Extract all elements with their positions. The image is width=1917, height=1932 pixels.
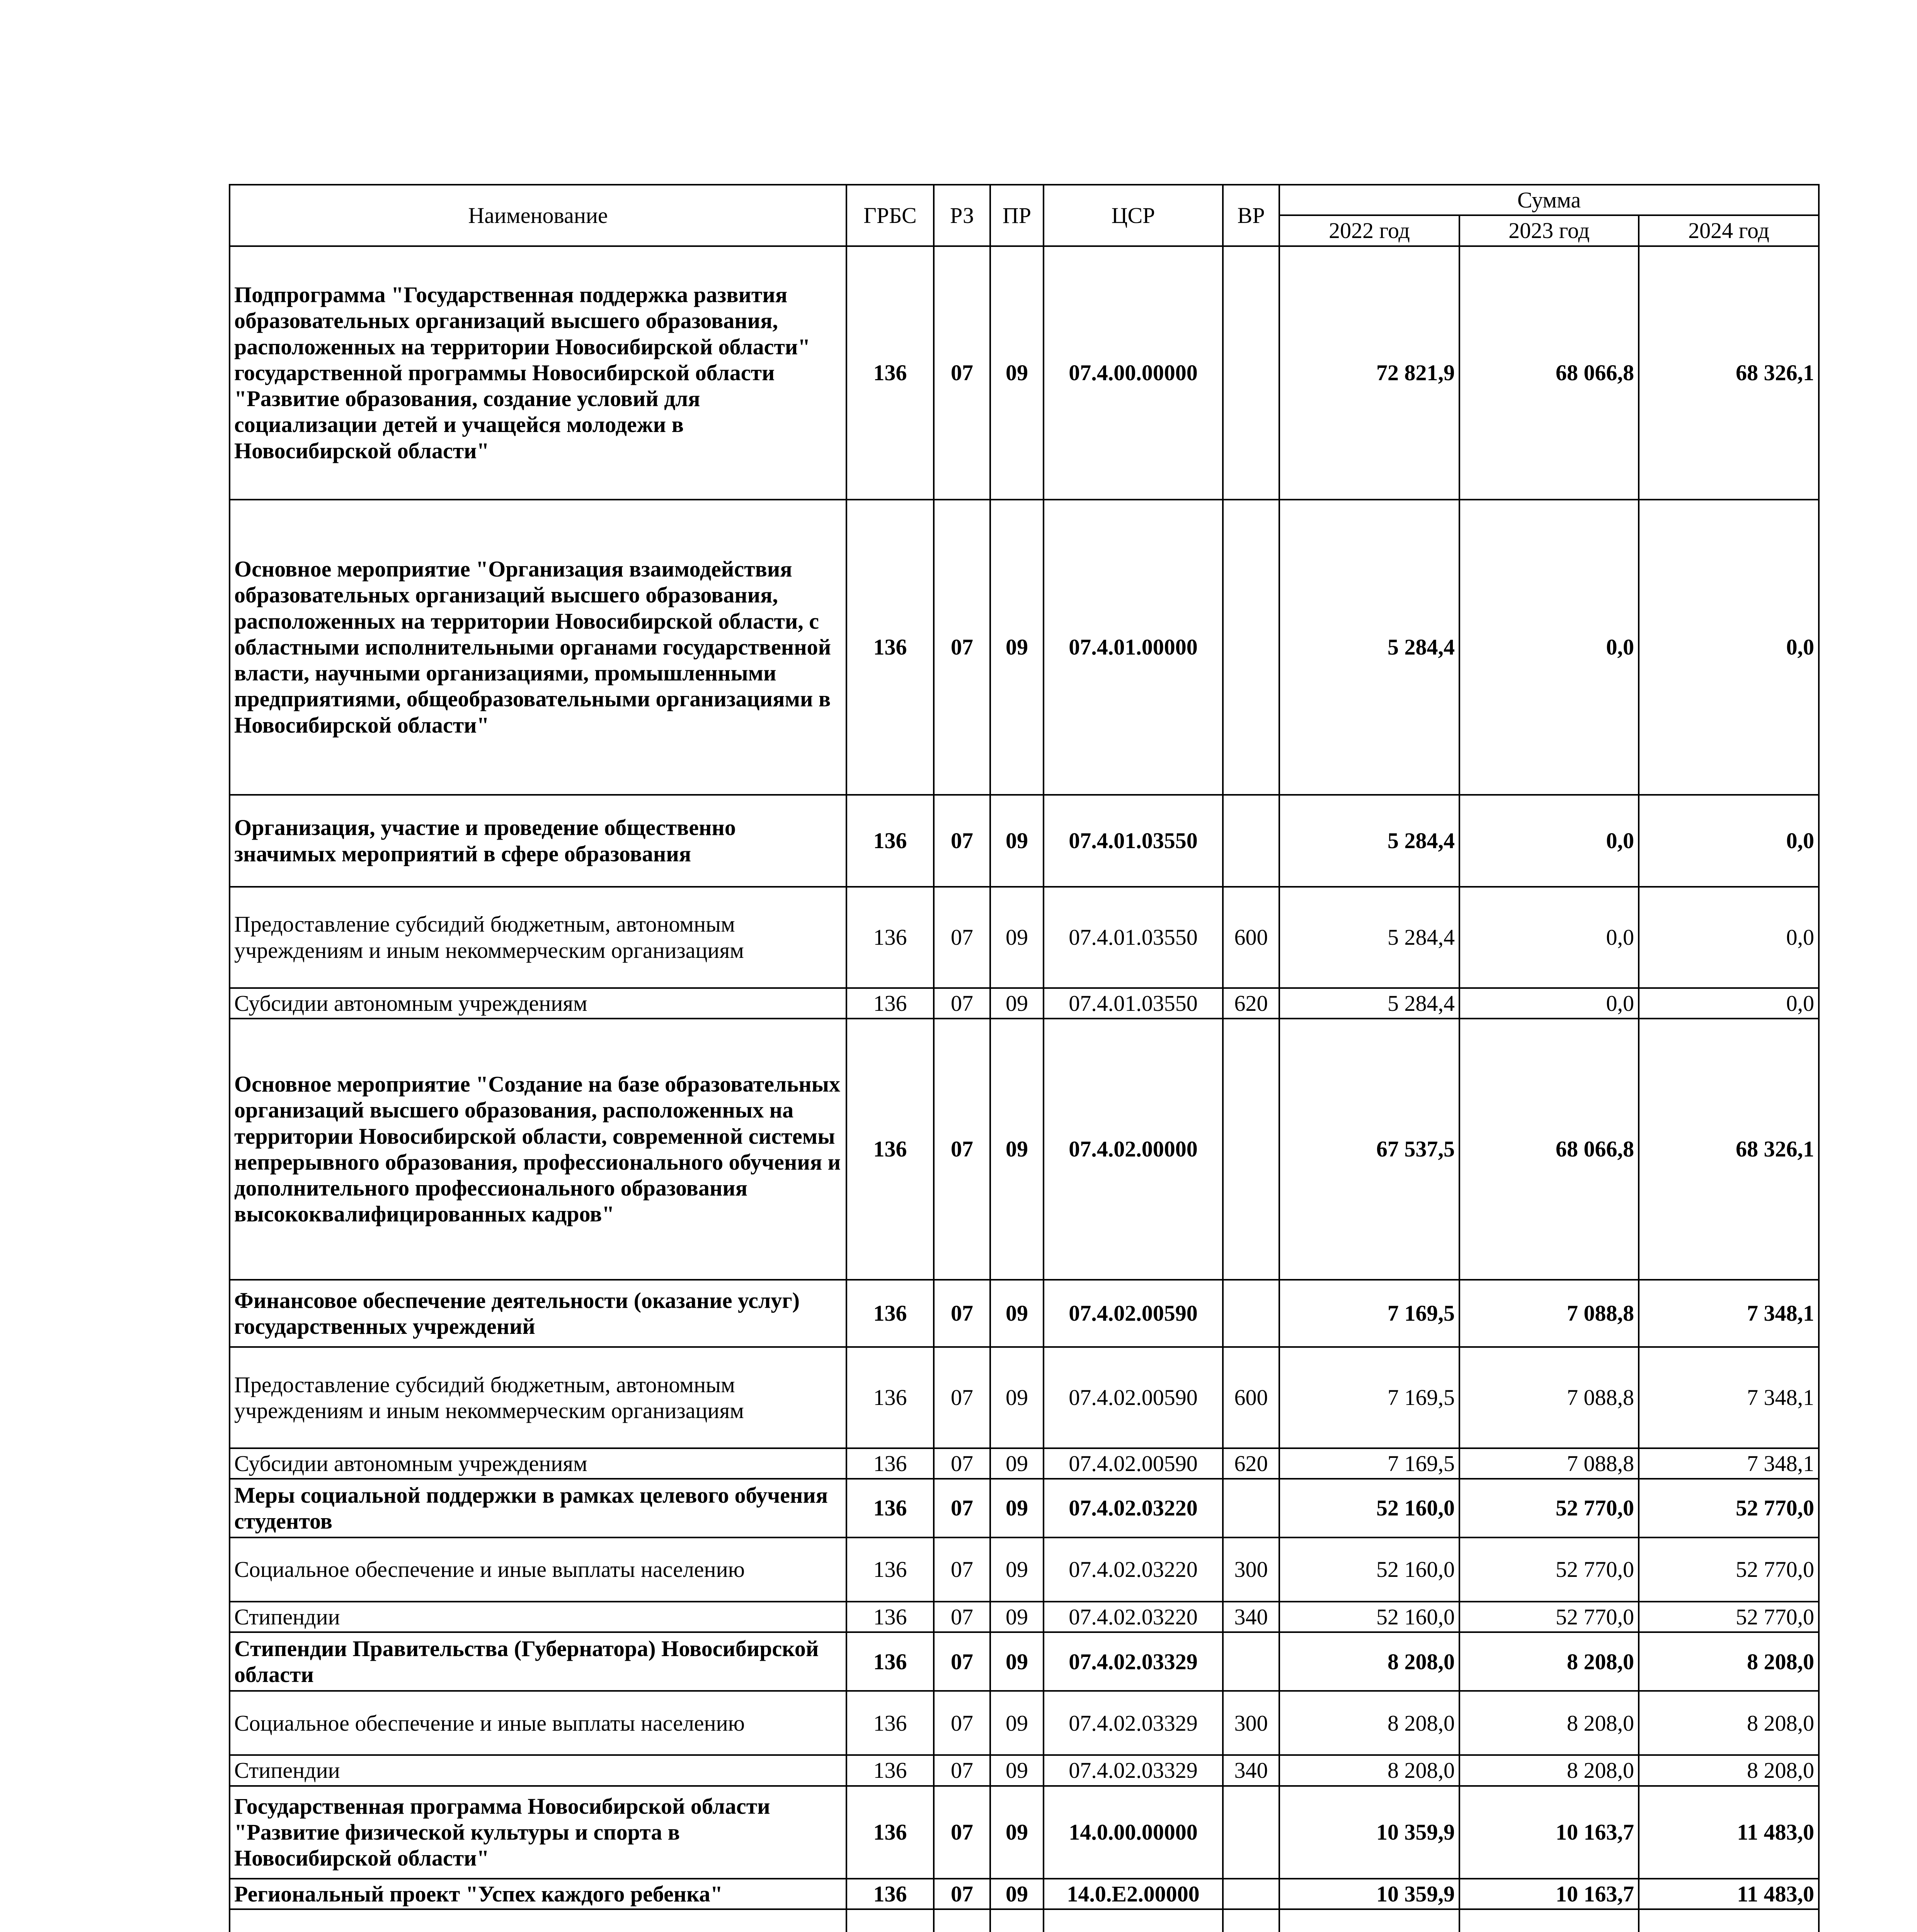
row-grbs: 136 <box>846 1019 934 1280</box>
row-rz: 07 <box>934 246 990 500</box>
row-pr: 09 <box>990 1691 1044 1755</box>
row-csr: 07.4.00.00000 <box>1044 246 1223 500</box>
row-name: Стипендии <box>230 1755 846 1786</box>
row-rz: 07 <box>934 1786 990 1879</box>
row-amount-2023: 8 208,0 <box>1459 1755 1639 1786</box>
row-grbs: 136 <box>846 246 934 500</box>
row-vr <box>1223 1019 1279 1280</box>
row-amount-2022: 8 208,0 <box>1279 1691 1459 1755</box>
row-grbs: 136 <box>846 1691 934 1755</box>
row-rz <box>934 1909 990 1932</box>
row-grbs: 136 <box>846 1879 934 1909</box>
row-amount-2022 <box>1279 1909 1459 1932</box>
row-name: Государственная программа Новосибирской области "Развитие физической культуры и спорта в Новосибирской области" <box>230 1786 846 1879</box>
table-row <box>230 1537 1819 1602</box>
row-pr: 09 <box>990 1632 1044 1691</box>
row-name: Субсидии автономным учреждениям <box>230 988 846 1019</box>
row-csr: 07.4.01.03550 <box>1044 988 1223 1019</box>
row-amount-2024: 7 348,1 <box>1639 1280 1819 1347</box>
row-amount-2023: 10 163,7 <box>1459 1786 1639 1879</box>
row-name: Основное мероприятие "Организация взаимодействия образовательных организаций высшего образования, расположенных на территории Новосибирской области, с областными исполнительными органами государственной власти, научными организациями, промышленными предприятиями, общеобразовательными организациями в Новосибирской области" <box>230 500 846 795</box>
header-pr: ПР <box>990 185 1044 246</box>
row-vr <box>1223 1786 1279 1879</box>
row-csr: 07.4.02.03329 <box>1044 1755 1223 1786</box>
row-amount-2024: 8 208,0 <box>1639 1755 1819 1786</box>
table-row <box>230 1280 1819 1347</box>
row-rz: 07 <box>934 1602 990 1632</box>
row-pr: 09 <box>990 500 1044 795</box>
row-name <box>230 1909 846 1932</box>
row-amount-2024: 11 483,0 <box>1639 1786 1819 1879</box>
row-grbs: 136 <box>846 1632 934 1691</box>
row-amount-2023: 0,0 <box>1459 988 1639 1019</box>
table-row <box>230 1786 1819 1879</box>
row-vr <box>1223 795 1279 887</box>
row-pr: 09 <box>990 887 1044 988</box>
row-grbs: 136 <box>846 988 934 1019</box>
row-vr: 620 <box>1223 1448 1279 1479</box>
row-amount-2024: 52 770,0 <box>1639 1537 1819 1602</box>
row-rz: 07 <box>934 887 990 988</box>
row-vr: 340 <box>1223 1755 1279 1786</box>
row-grbs: 136 <box>846 1347 934 1448</box>
header-rz: РЗ <box>934 185 990 246</box>
row-name: Финансовое обеспечение деятельности (оказание услуг) государственных учреждений <box>230 1280 846 1347</box>
table-row <box>230 887 1819 988</box>
row-grbs: 136 <box>846 500 934 795</box>
table-row <box>230 1479 1819 1537</box>
row-amount-2024: 68 326,1 <box>1639 246 1819 500</box>
row-vr <box>1223 1879 1279 1909</box>
row-grbs: 136 <box>846 1280 934 1347</box>
table-row <box>230 500 1819 795</box>
row-amount-2024: 8 208,0 <box>1639 1691 1819 1755</box>
row-csr: 14.0.00.00000 <box>1044 1786 1223 1879</box>
row-amount-2024: 7 348,1 <box>1639 1347 1819 1448</box>
row-pr: 09 <box>990 1347 1044 1448</box>
table-body <box>230 246 1819 1932</box>
row-amount-2024: 52 770,0 <box>1639 1479 1819 1537</box>
row-amount-2023: 0,0 <box>1459 795 1639 887</box>
row-grbs: 136 <box>846 1786 934 1879</box>
row-amount-2023: 0,0 <box>1459 500 1639 795</box>
row-amount-2024: 0,0 <box>1639 988 1819 1019</box>
row-name: Меры социальной поддержки в рамках целевого обучения студентов <box>230 1479 846 1537</box>
table-row <box>230 1347 1819 1448</box>
row-amount-2022: 8 208,0 <box>1279 1632 1459 1691</box>
row-rz: 07 <box>934 1755 990 1786</box>
row-vr: 620 <box>1223 988 1279 1019</box>
row-amount-2023: 8 208,0 <box>1459 1691 1639 1755</box>
row-rz: 07 <box>934 1347 990 1448</box>
row-grbs: 136 <box>846 1479 934 1537</box>
row-csr: 07.4.02.03220 <box>1044 1479 1223 1537</box>
row-csr: 07.4.02.00590 <box>1044 1448 1223 1479</box>
table-row <box>230 1019 1819 1280</box>
row-amount-2023: 7 088,8 <box>1459 1280 1639 1347</box>
row-csr: 07.4.02.03329 <box>1044 1632 1223 1691</box>
row-vr: 340 <box>1223 1602 1279 1632</box>
row-pr: 09 <box>990 1019 1044 1280</box>
row-vr <box>1223 500 1279 795</box>
row-vr: 300 <box>1223 1537 1279 1602</box>
row-csr: 07.4.02.03220 <box>1044 1602 1223 1632</box>
row-grbs: 136 <box>846 1602 934 1632</box>
row-amount-2022: 52 160,0 <box>1279 1602 1459 1632</box>
row-name: Предоставление субсидий бюджетным, автономным учреждениям и иным некоммерческим организациям <box>230 887 846 988</box>
row-vr <box>1223 246 1279 500</box>
row-rz: 07 <box>934 1537 990 1602</box>
row-vr: 600 <box>1223 1347 1279 1448</box>
row-amount-2023: 0,0 <box>1459 887 1639 988</box>
row-vr <box>1223 1632 1279 1691</box>
table-row <box>230 1632 1819 1691</box>
row-amount-2022: 67 537,5 <box>1279 1019 1459 1280</box>
row-amount-2024: 0,0 <box>1639 795 1819 887</box>
row-amount-2023: 52 770,0 <box>1459 1602 1639 1632</box>
row-grbs: 136 <box>846 1537 934 1602</box>
row-name: Субсидии автономным учреждениям <box>230 1448 846 1479</box>
row-csr: 07.4.02.00000 <box>1044 1019 1223 1280</box>
row-amount-2024 <box>1639 1909 1819 1932</box>
row-csr: 07.4.01.03550 <box>1044 795 1223 887</box>
row-vr: 600 <box>1223 887 1279 988</box>
row-rz: 07 <box>934 1632 990 1691</box>
row-name: Организация, участие и проведение общественно значимых мероприятий в сфере образования <box>230 795 846 887</box>
row-amount-2024: 52 770,0 <box>1639 1602 1819 1632</box>
table-row <box>230 1879 1819 1909</box>
row-amount-2022: 5 284,4 <box>1279 988 1459 1019</box>
row-csr: 07.4.01.00000 <box>1044 500 1223 795</box>
row-pr: 09 <box>990 988 1044 1019</box>
row-amount-2022: 10 359,9 <box>1279 1879 1459 1909</box>
row-grbs: 136 <box>846 887 934 988</box>
table-row <box>230 246 1819 500</box>
row-grbs: 136 <box>846 1755 934 1786</box>
row-rz: 07 <box>934 988 990 1019</box>
row-rz: 07 <box>934 1280 990 1347</box>
row-name: Социальное обеспечение и иные выплаты населению <box>230 1691 846 1755</box>
row-pr: 09 <box>990 1448 1044 1479</box>
header-vr: ВР <box>1223 185 1279 246</box>
row-amount-2024: 8 208,0 <box>1639 1632 1819 1691</box>
row-pr: 09 <box>990 1602 1044 1632</box>
row-name: Предоставление субсидий бюджетным, автономным учреждениям и иным некоммерческим организациям <box>230 1347 846 1448</box>
header-2022: 2022 год <box>1279 215 1459 246</box>
row-pr: 09 <box>990 1479 1044 1537</box>
row-rz: 07 <box>934 1479 990 1537</box>
row-rz: 07 <box>934 795 990 887</box>
row-amount-2024: 7 348,1 <box>1639 1448 1819 1479</box>
table-row <box>230 1691 1819 1755</box>
row-pr: 09 <box>990 1786 1044 1879</box>
row-amount-2022: 7 169,5 <box>1279 1347 1459 1448</box>
row-csr: 07.4.02.03220 <box>1044 1537 1223 1602</box>
table-header <box>230 185 1819 246</box>
row-name: Региональный проект "Успех каждого ребенка" <box>230 1879 846 1909</box>
row-amount-2023: 7 088,8 <box>1459 1448 1639 1479</box>
row-amount-2023: 7 088,8 <box>1459 1347 1639 1448</box>
row-csr: 07.4.02.03329 <box>1044 1691 1223 1755</box>
row-name: Стипендии Правительства (Губернатора) Новосибирской области <box>230 1632 846 1691</box>
row-grbs <box>846 1909 934 1932</box>
row-rz: 07 <box>934 1019 990 1280</box>
table-row <box>230 1448 1819 1479</box>
row-rz: 07 <box>934 1691 990 1755</box>
header-2023: 2023 год <box>1459 215 1639 246</box>
header-grbs: ГРБС <box>846 185 934 246</box>
row-amount-2023: 68 066,8 <box>1459 1019 1639 1280</box>
table-row <box>230 1755 1819 1786</box>
row-csr: 07.4.01.03550 <box>1044 887 1223 988</box>
row-csr <box>1044 1909 1223 1932</box>
row-amount-2022: 7 169,5 <box>1279 1280 1459 1347</box>
row-amount-2022: 5 284,4 <box>1279 795 1459 887</box>
row-grbs: 136 <box>846 795 934 887</box>
row-name: Подпрограмма "Государственная поддержка развития образовательных организаций высшего образования, расположенных на территории Новосибирской области" государственной программы Новосибирской области "Развитие образования, создание условий для социализации детей и учащейся молодежи в Новосибирской области" <box>230 246 846 500</box>
row-pr: 09 <box>990 246 1044 500</box>
row-name: Основное мероприятие "Создание на базе образовательных организаций высшего образования, расположенных на территории Новосибирской области, современной системы непрерывного образования, профессионального обучения и дополнительного профессионального образования высококвалифицированных кадров" <box>230 1019 846 1280</box>
row-amount-2023: 10 163,7 <box>1459 1879 1639 1909</box>
row-csr: 07.4.02.00590 <box>1044 1280 1223 1347</box>
row-vr: 300 <box>1223 1691 1279 1755</box>
row-rz: 07 <box>934 500 990 795</box>
row-amount-2022: 7 169,5 <box>1279 1448 1459 1479</box>
header-name: Наименование <box>230 185 846 246</box>
row-vr <box>1223 1909 1279 1932</box>
row-amount-2024: 0,0 <box>1639 500 1819 795</box>
row-pr: 09 <box>990 1879 1044 1909</box>
row-pr: 09 <box>990 1755 1044 1786</box>
row-amount-2023: 68 066,8 <box>1459 246 1639 500</box>
row-amount-2022: 5 284,4 <box>1279 887 1459 988</box>
row-amount-2023: 8 208,0 <box>1459 1632 1639 1691</box>
row-amount-2022: 52 160,0 <box>1279 1479 1459 1537</box>
row-grbs: 136 <box>846 1448 934 1479</box>
row-amount-2022: 8 208,0 <box>1279 1755 1459 1786</box>
row-rz: 07 <box>934 1448 990 1479</box>
row-rz: 07 <box>934 1879 990 1909</box>
table-row <box>230 795 1819 887</box>
header-csr: ЦСР <box>1044 185 1223 246</box>
header-2024: 2024 год <box>1639 215 1819 246</box>
row-amount-2024: 11 483,0 <box>1639 1879 1819 1909</box>
budget-table <box>229 184 1820 1932</box>
row-csr: 07.4.02.00590 <box>1044 1347 1223 1448</box>
row-amount-2023 <box>1459 1909 1639 1932</box>
table-row <box>230 1909 1819 1932</box>
row-pr: 09 <box>990 1537 1044 1602</box>
row-csr: 14.0.E2.00000 <box>1044 1879 1223 1909</box>
row-amount-2022: 72 821,9 <box>1279 246 1459 500</box>
row-amount-2022: 10 359,9 <box>1279 1786 1459 1879</box>
row-amount-2023: 52 770,0 <box>1459 1537 1639 1602</box>
row-pr: 09 <box>990 1280 1044 1347</box>
row-pr <box>990 1909 1044 1932</box>
row-amount-2022: 52 160,0 <box>1279 1537 1459 1602</box>
header-sum: Сумма <box>1279 185 1819 215</box>
row-name: Стипендии <box>230 1602 846 1632</box>
row-amount-2024: 0,0 <box>1639 887 1819 988</box>
row-amount-2022: 5 284,4 <box>1279 500 1459 795</box>
row-name: Социальное обеспечение и иные выплаты населению <box>230 1537 846 1602</box>
row-pr: 09 <box>990 795 1044 887</box>
row-vr <box>1223 1479 1279 1537</box>
table-row <box>230 1602 1819 1632</box>
row-vr <box>1223 1280 1279 1347</box>
row-amount-2024: 68 326,1 <box>1639 1019 1819 1280</box>
row-amount-2023: 52 770,0 <box>1459 1479 1639 1537</box>
table-row <box>230 988 1819 1019</box>
